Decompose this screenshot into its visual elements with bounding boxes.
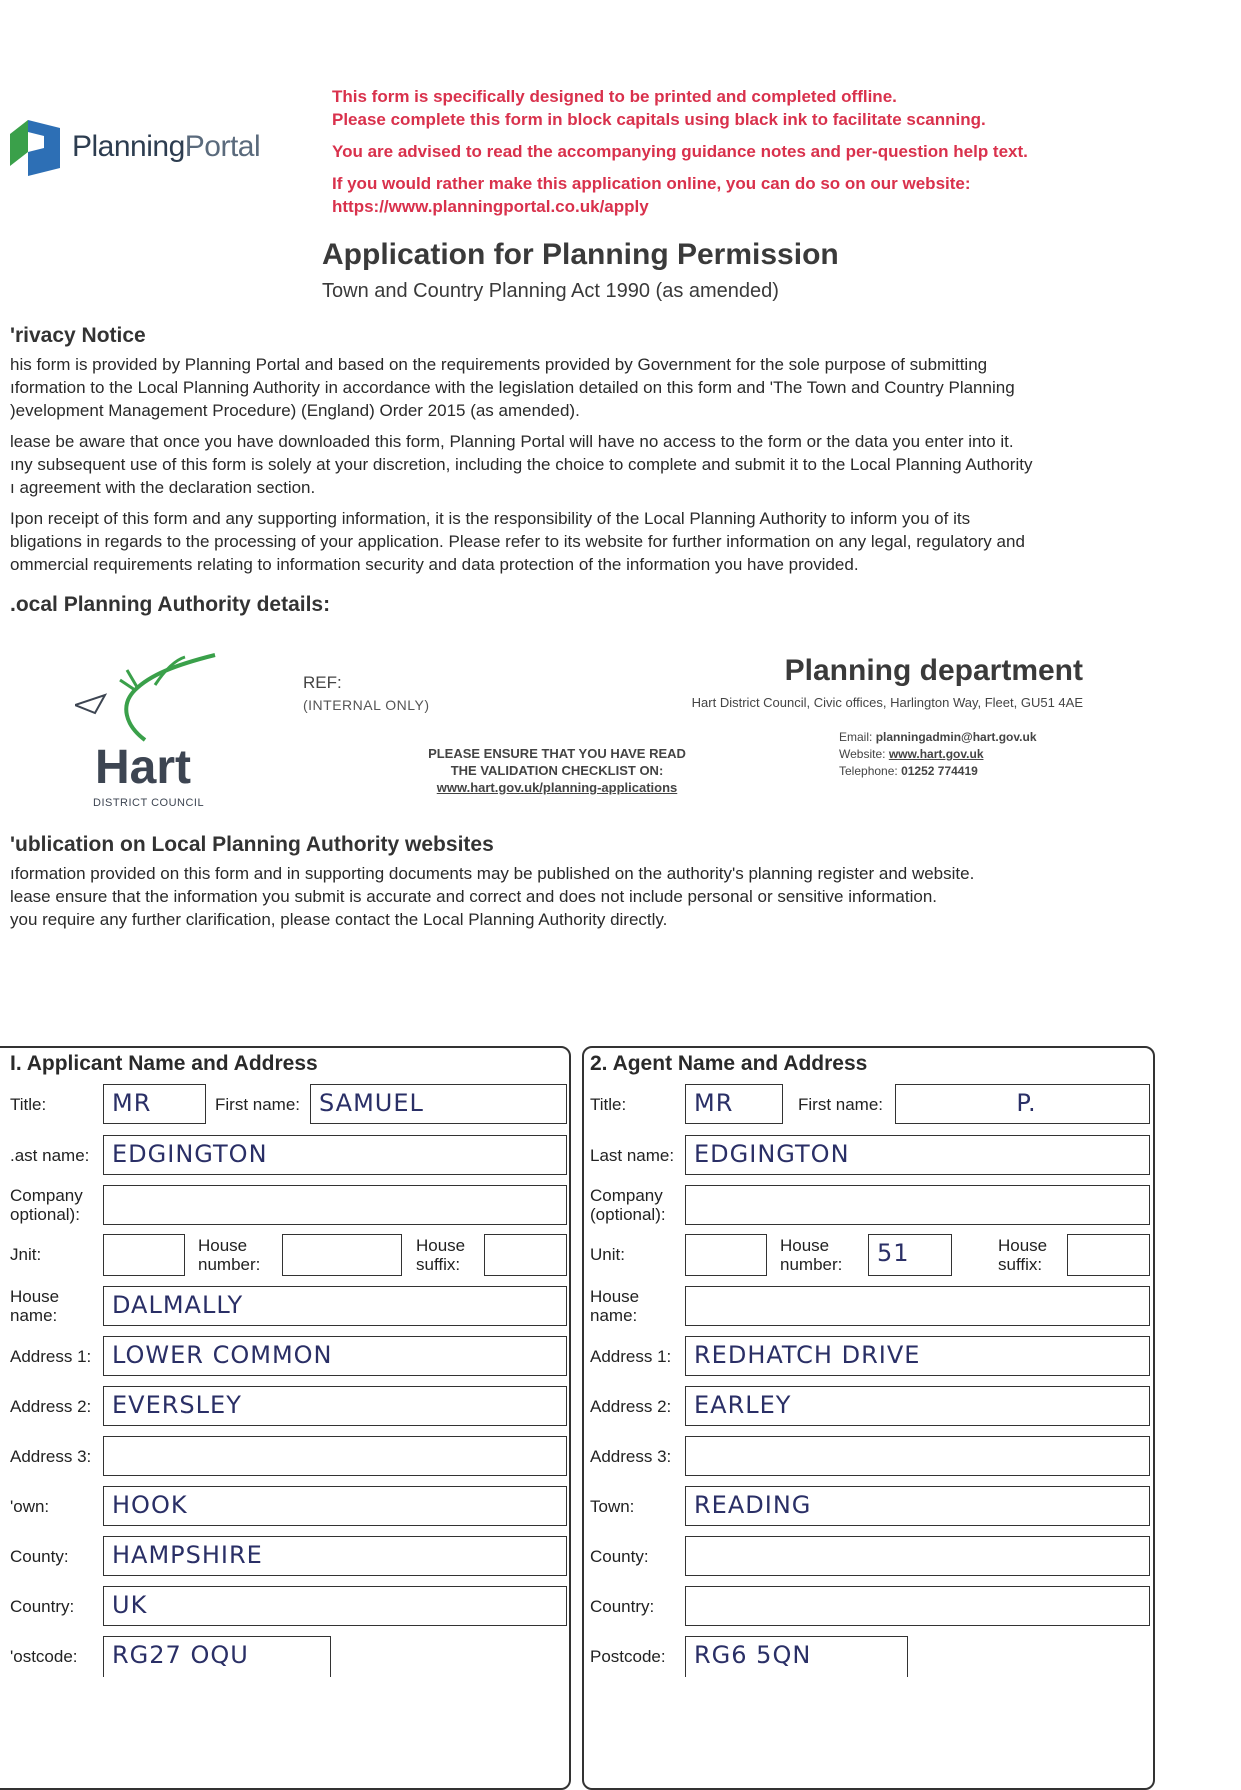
agent-house-suffix-label xyxy=(998,1236,1047,1274)
agent-county-field[interactable] xyxy=(685,1536,1150,1576)
agent-house-number-label-2: number: xyxy=(780,1255,843,1274)
privacy-p3-l2: bligations in regards to the processing of your application. Please refer to its website for further information on any legal, regulatory and xyxy=(10,532,1025,551)
applicant-unit-label: Jnit: xyxy=(10,1245,42,1264)
applicant-company-label xyxy=(10,1186,83,1224)
applicant-house-number-label xyxy=(198,1236,260,1274)
website-label: Website: xyxy=(839,747,886,761)
applicant-postcode-label: 'ostcode: xyxy=(10,1647,78,1666)
applicant-unit-field[interactable] xyxy=(103,1234,185,1276)
applicant-address3-label: Address 3: xyxy=(10,1447,92,1466)
agent-last-name-label: Last name: xyxy=(590,1146,675,1165)
privacy-p2-l2: ıny subsequent use of this form is solely at your discretion, including the choice to complete and submit it to the Local Planning Authority xyxy=(10,455,1033,474)
email-label: Email: xyxy=(839,730,873,744)
dept-address: Hart District Council, Civic offices, Harlington Way, Fleet, GU51 4AE xyxy=(691,695,1083,710)
agent-house-suffix-label-1: House xyxy=(998,1236,1048,1255)
agent-company-label-2: (optional): xyxy=(590,1205,666,1224)
applicant-last-name-field[interactable]: EDGINGTON xyxy=(103,1135,567,1175)
agent-unit-label: Unit: xyxy=(590,1245,625,1264)
applicant-house-name-field[interactable]: DALMALLY xyxy=(103,1286,567,1326)
agent-address3-label: Address 3: xyxy=(590,1447,672,1466)
planning-portal-logo-icon xyxy=(10,112,62,186)
agent-unit-field[interactable] xyxy=(685,1234,767,1276)
ref-label: REF: xyxy=(303,673,342,692)
privacy-p2-l3: ı agreement with the declaration section. xyxy=(10,478,316,497)
agent-house-number-field[interactable]: 51 xyxy=(868,1234,952,1276)
notice-link[interactable]: https://www.planningportal.co.uk/apply xyxy=(332,197,649,216)
privacy-p2-l1: lease be aware that once you have downloaded this form, Planning Portal will have no access to the form or the data you enter into it. xyxy=(10,432,1014,451)
contact-block xyxy=(839,729,1037,780)
applicant-last-name-label: .ast name: xyxy=(10,1146,90,1165)
applicant-address1-label: Address 1: xyxy=(10,1347,92,1366)
agent-company-label-1: Company xyxy=(590,1186,663,1205)
publication-heading: 'ublication on Local Planning Authority websites xyxy=(10,833,494,856)
applicant-company-field[interactable] xyxy=(103,1185,567,1225)
applicant-house-name-label-2: name: xyxy=(10,1306,58,1325)
dept-title: Planning department xyxy=(784,654,1083,687)
ref-sub: (INTERNAL ONLY) xyxy=(303,697,430,713)
page-title: Application for Planning Permission xyxy=(322,238,839,271)
applicant-company-label-1: Company xyxy=(10,1186,83,1205)
notice-block xyxy=(332,85,1028,218)
agent-country-label: Country: xyxy=(590,1597,655,1616)
applicant-first-name-label: First name: xyxy=(215,1095,301,1114)
notice-line-4: If you would rather make this application online, you can do so on our website: xyxy=(332,174,971,193)
hart-logo xyxy=(75,645,225,815)
applicant-house-number-label-1: House xyxy=(198,1236,248,1255)
agent-address3-field[interactable] xyxy=(685,1436,1150,1476)
applicant-country-field[interactable]: UK xyxy=(103,1586,567,1626)
privacy-p1-l1: his form is provided by Planning Portal and based on the requirements provided by Government for the sole purpose of submitting xyxy=(10,355,988,374)
applicant-postcode-field[interactable]: RG27 OQU xyxy=(103,1636,331,1677)
agent-house-name-label xyxy=(590,1287,639,1325)
agent-title-label: Title: xyxy=(590,1095,627,1114)
applicant-house-suffix-field[interactable] xyxy=(484,1234,567,1276)
applicant-house-number-field[interactable] xyxy=(282,1234,402,1276)
agent-house-suffix-field[interactable] xyxy=(1067,1234,1150,1276)
applicant-title-field[interactable]: MR xyxy=(103,1084,206,1124)
agent-address1-label: Address 1: xyxy=(590,1347,672,1366)
notice-line-3: You are advised to read the accompanying guidance notes and per-question help text. xyxy=(332,142,1028,161)
applicant-section-title: I. Applicant Name and Address xyxy=(10,1052,318,1075)
agent-house-number-label-1: House xyxy=(780,1236,830,1255)
email-value[interactable]: planningadmin@hart.gov.uk xyxy=(875,730,1037,744)
agent-first-name-label: First name: xyxy=(798,1095,884,1114)
agent-title-field[interactable]: MR xyxy=(685,1084,783,1124)
applicant-house-name-label-1: House xyxy=(10,1287,60,1306)
applicant-county-label: County: xyxy=(10,1547,69,1566)
privacy-p1-l3: )evelopment Management Procedure) (England) Order 2015 (as amended). xyxy=(10,401,580,420)
logo-brand-light: Portal xyxy=(184,130,261,163)
applicant-company-label-2: optional): xyxy=(10,1205,80,1224)
agent-house-number-label xyxy=(780,1236,842,1274)
privacy-body xyxy=(10,353,1032,576)
applicant-house-name-label xyxy=(10,1287,59,1325)
validation-link[interactable]: www.hart.gov.uk/planning-applications xyxy=(436,780,678,795)
phone-value: 01252 774419 xyxy=(901,764,978,778)
notice-line-2: Please complete this form in block capitals using black ink to facilitate scanning. xyxy=(332,110,986,129)
applicant-house-number-label-2: number: xyxy=(198,1255,261,1274)
applicant-address2-label: Address 2: xyxy=(10,1397,92,1416)
agent-first-name-field[interactable]: P. xyxy=(895,1084,1150,1124)
privacy-p3-l3: ommercial requirements relating to information security and data protection of the information you have provided. xyxy=(10,555,859,574)
agent-town-label: Town: xyxy=(590,1497,635,1516)
agent-house-name-label-1: House xyxy=(590,1287,640,1306)
publication-body xyxy=(10,862,974,931)
agent-town-field[interactable]: READING xyxy=(685,1486,1150,1526)
privacy-p3-l1: Ipon receipt of this form and any supporting information, it is the responsibility of the Local Planning Authority to inform you of its xyxy=(10,509,971,528)
applicant-address2-field[interactable]: EVERSLEY xyxy=(103,1386,567,1426)
applicant-title-label: Title: xyxy=(10,1095,47,1114)
notice-line-1: This form is specifically designed to be printed and completed offline. xyxy=(332,87,897,106)
publication-line-2: lease ensure that the information you submit is accurate and correct and does not include personal or sensitive information. xyxy=(10,887,938,906)
hart-deer-icon xyxy=(75,645,225,745)
agent-county-label: County: xyxy=(590,1547,649,1566)
agent-address2-label: Address 2: xyxy=(590,1397,672,1416)
applicant-house-suffix-label xyxy=(416,1236,465,1274)
hart-sub: DISTRICT COUNCIL xyxy=(93,797,205,809)
agent-postcode-field[interactable]: RG6 5QN xyxy=(685,1636,908,1677)
page-subtitle: Town and Country Planning Act 1990 (as amended) xyxy=(322,280,779,302)
agent-last-name-field[interactable]: EDGINGTON xyxy=(685,1135,1150,1175)
lpa-heading: .ocal Planning Authority details: xyxy=(10,593,331,616)
applicant-house-suffix-label-1: House xyxy=(416,1236,466,1255)
agent-postcode-label: Postcode: xyxy=(590,1647,666,1666)
agent-section-title: 2. Agent Name and Address xyxy=(590,1052,868,1075)
agent-company-field[interactable] xyxy=(685,1185,1150,1225)
applicant-town-label: 'own: xyxy=(10,1497,50,1516)
applicant-address1-field[interactable]: LOWER COMMON xyxy=(103,1336,567,1376)
validation-line-2: THE VALIDATION CHECKLIST ON: xyxy=(450,763,664,778)
agent-house-name-field[interactable] xyxy=(685,1286,1150,1326)
website-value[interactable]: www.hart.gov.uk xyxy=(888,747,984,761)
publication-line-3: you require any further clarification, please contact the Local Planning Authority directly. xyxy=(10,910,668,929)
applicant-county-field[interactable]: HAMPSHIRE xyxy=(103,1536,567,1576)
agent-country-field[interactable] xyxy=(685,1586,1150,1626)
agent-house-suffix-label-2: suffix: xyxy=(998,1255,1043,1274)
applicant-house-suffix-label-2: suffix: xyxy=(416,1255,461,1274)
agent-house-name-label-2: name: xyxy=(590,1306,638,1325)
validation-line-1: PLEASE ENSURE THAT YOU HAVE READ xyxy=(428,746,686,761)
publication-line-1: ıformation provided on this form and in supporting documents may be published on the authority's planning register and website. xyxy=(10,864,975,883)
applicant-address3-field[interactable] xyxy=(103,1436,567,1476)
applicant-first-name-field[interactable]: SAMUEL xyxy=(310,1084,567,1124)
logo-brand: Planning xyxy=(72,130,185,163)
privacy-p1-l2: ıformation to the Local Planning Authority in accordance with the legislation detailed on this form and 'The Town and Country Planning xyxy=(10,378,1015,397)
applicant-country-label: Country: xyxy=(10,1597,75,1616)
privacy-heading: 'rivacy Notice xyxy=(10,324,146,347)
agent-company-label xyxy=(590,1186,666,1224)
validation-notice xyxy=(407,745,707,796)
phone-label: Telephone: xyxy=(839,764,898,778)
agent-address2-field[interactable]: EARLEY xyxy=(685,1386,1150,1426)
agent-address1-field[interactable]: REDHATCH DRIVE xyxy=(685,1336,1150,1376)
hart-name: Hart xyxy=(95,741,192,794)
applicant-town-field[interactable]: HOOK xyxy=(103,1486,567,1526)
